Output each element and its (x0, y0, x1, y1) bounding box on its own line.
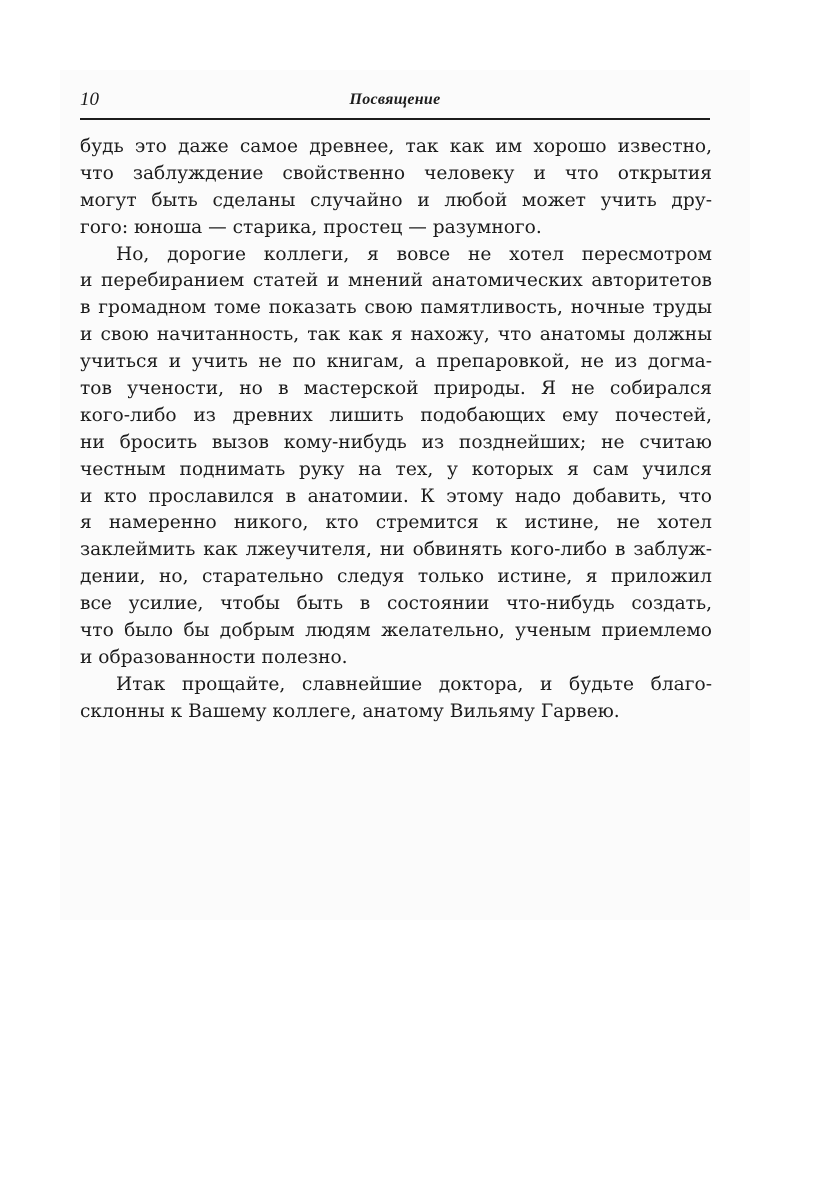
paragraph-2 (80, 242, 712, 672)
text-line: тов учености, но в мастерской природы. Я не собирался (80, 378, 712, 400)
text-line: что заблуждение свойственно человеку и что открытия (80, 162, 712, 184)
running-head (80, 88, 710, 118)
header-rule (80, 118, 710, 120)
paragraph-1 (80, 134, 712, 242)
text-line: в громадном томе показать свою памятливость, ночные труды (80, 297, 712, 319)
text-line: честным поднимать руку на тех, у которых я сам учился (80, 458, 712, 480)
page-number: 10 (80, 89, 99, 110)
text-line: Итак прощайте, славнейшие доктора, и будьте благо- (116, 673, 712, 695)
text-line: Но, дорогие коллеги, я вовсе не хотел пересмотром (116, 243, 712, 265)
text-line: и образованности полезно. (80, 646, 348, 668)
text-line: все усилие, чтобы быть в состоянии что-нибудь создать, (80, 593, 712, 615)
text-line: дении, но, старательно следуя только истине, я приложил (80, 566, 712, 588)
text-line: учиться и учить не по книгам, а препаровкой, не из догма- (80, 351, 712, 373)
text-line: заклеймить как лжеучителя, ни обвинять кого-либо в заблуж- (80, 539, 712, 561)
text-line: и свою начитанность, так как я нахожу, что анатомы должны (80, 324, 712, 346)
body-text (80, 134, 712, 726)
text-line: кого-либо из древних лишить подобающих ему почестей, (80, 404, 712, 426)
text-line: склонны к Вашему коллеге, анатому Вильяму Гарвею. (80, 700, 620, 722)
text-line: и перебиранием статей и мнений анатомических авторитетов (80, 270, 712, 292)
text-line: могут быть сделаны случайно и любой может учить дру- (80, 189, 712, 211)
text-line: гого: юноша — старика, простец — разумного. (80, 216, 542, 238)
text-line: я намеренно никого, кто стремится к истине, не хотел (80, 512, 712, 534)
text-line: будь это даже самое древнее, так как им хорошо известно, (80, 136, 712, 157)
text-line: ни бросить вызов кому-нибудь из позднейших; не считаю (80, 431, 712, 453)
text-line: и кто прославился в анатомии. К этому надо добавить, что (80, 485, 712, 507)
paragraph-3 (80, 672, 712, 726)
text-line: что было бы добрым людям желательно, ученым приемлемо (80, 620, 712, 642)
section-title: Посвящение (349, 91, 441, 108)
